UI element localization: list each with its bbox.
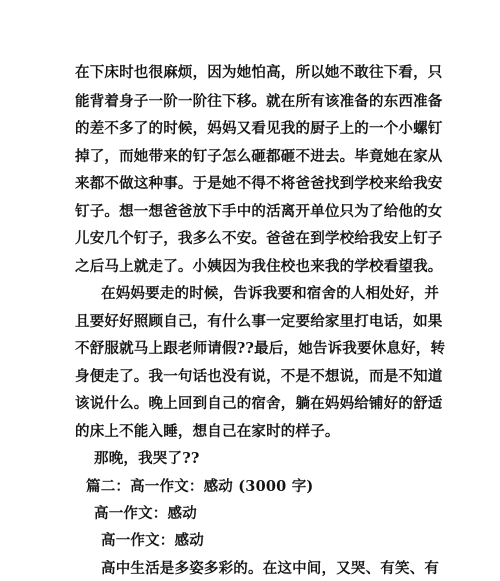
- text-line: 儿安几个钉子，我多么不安。爸爸在到学校给我安上钉子: [75, 230, 443, 247]
- text-line: 之后马上就走了。小姨因为我住校也来我的学校看望我。: [75, 258, 443, 275]
- text-line: 来都不做这种事。于是她不得不将爸爸找到学校来给我安: [75, 175, 443, 192]
- text-line: 钉子。想一想爸爸放下手中的活离开单位只为了给他的女: [75, 203, 443, 220]
- text-line: 在妈妈要走的时候，告诉我要和宿舍的人相处好，并: [101, 285, 440, 302]
- text-line: 能背着身子一阶一阶往下移。就在所有该准备的东西准备: [75, 93, 443, 110]
- text-line: 该说什么。晚上回到自己的宿舍，躺在妈妈给铺好的舒适: [75, 395, 443, 412]
- section-heading: 篇二：高一作文：感动 (3000 字): [86, 478, 314, 495]
- text-line: 身便走了。我一句话也没有说，不是不想说，而是不知道: [75, 368, 443, 385]
- text-line: 掉了，而她带来的钉子怎么砸都砸不进去。毕竟她在家从: [75, 148, 443, 165]
- text-line: 的差不多了的时候，妈妈又看见我的厨子上的一个小螺钉: [75, 120, 443, 137]
- text-line: 高中生活是多姿多彩的。在这中间，又哭、有笑、有: [101, 560, 440, 577]
- section-heading: 高一作文：感动: [101, 532, 204, 549]
- section-heading: 高一作文：感动: [94, 505, 197, 522]
- text-line: 在下床时也很麻烦，因为她怕高，所以她不敢往下看，只: [75, 64, 443, 81]
- text-line: 且要好好照顾自己，有什么事一定要给家里打电话，如果: [75, 313, 443, 330]
- text-line: 不舒服就马上跟老师请假??最后，她告诉我要休息好，转: [75, 340, 446, 357]
- text-line: 的床上不能入睡，想自己在家时的样子。: [75, 423, 340, 440]
- text-line: 那晚，我哭了??: [94, 450, 200, 467]
